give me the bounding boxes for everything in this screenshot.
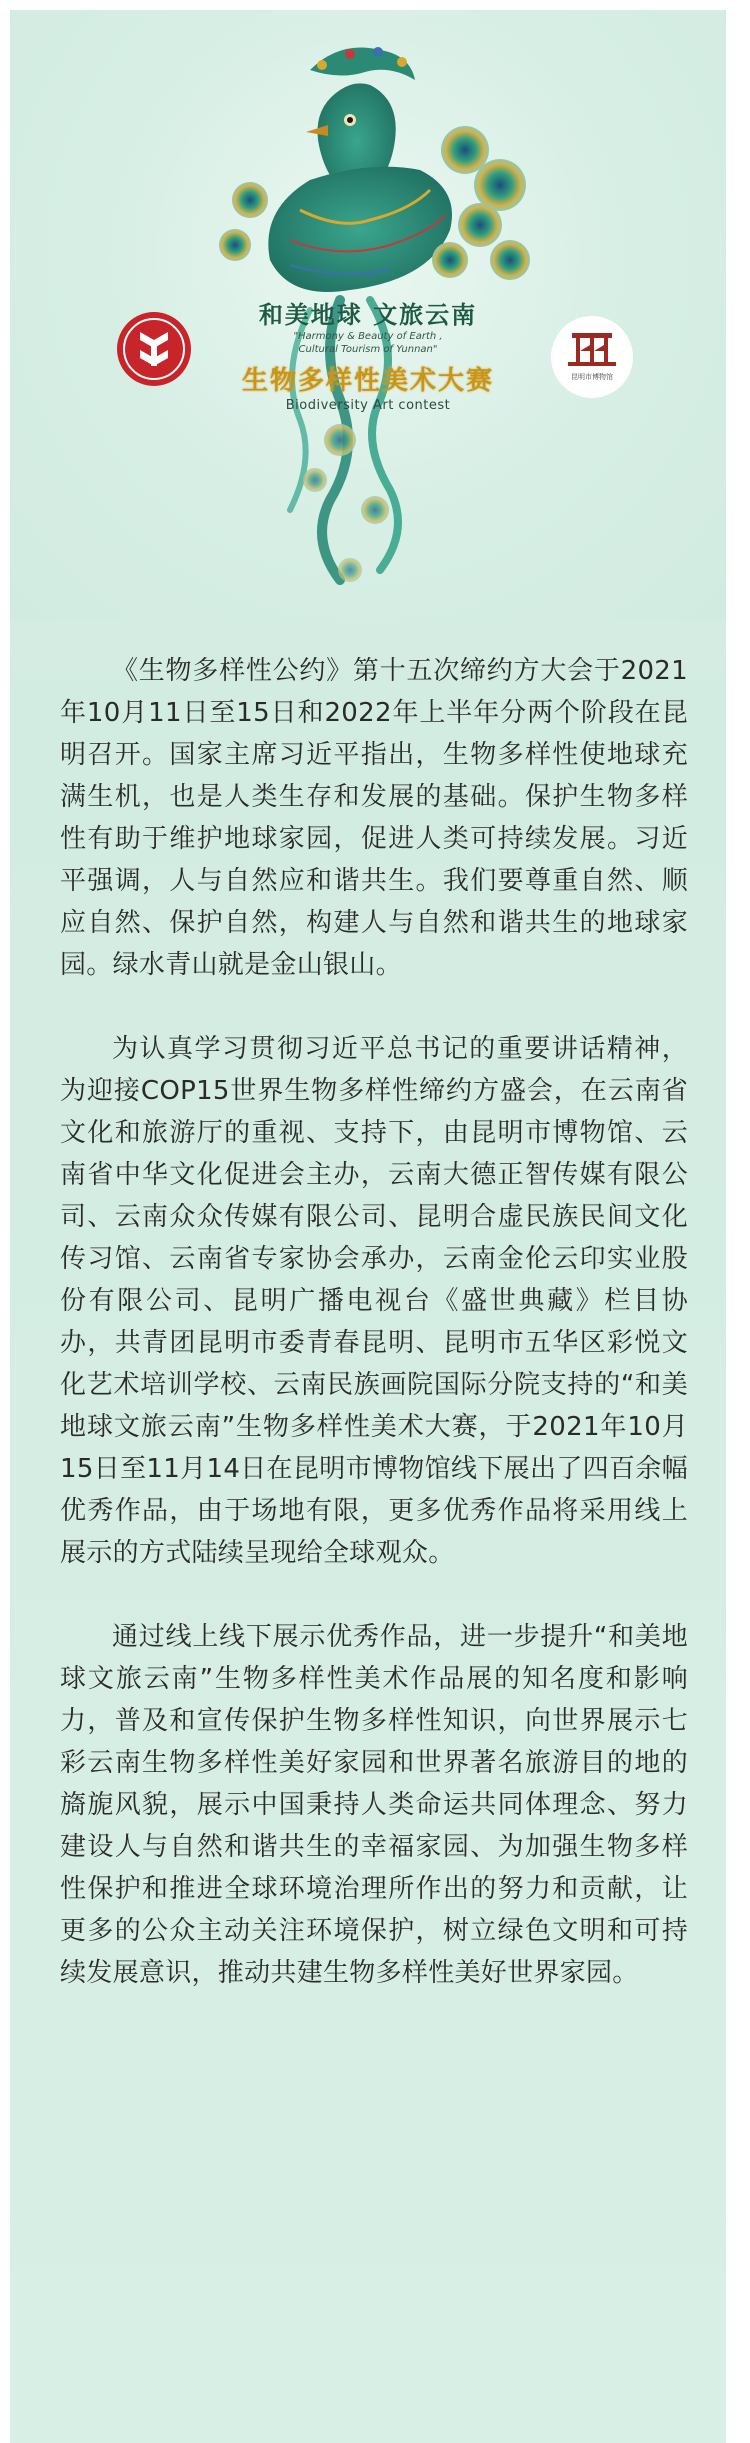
poster-contest-title: 生物多样性美术大赛 (241, 366, 494, 396)
content-panel (10, 10, 726, 2443)
poster-banner (10, 10, 726, 620)
poster-title-main: 和美地球 文旅云南 (258, 301, 478, 329)
article-paragraph: 为认真学习贯彻习近平总书记的重要讲话精神，为迎接COP15世界生物多样性缔约方盛会，在云南省文化和旅游厅的重视、支持下，由昆明市博物馆、云南省中华文化促进会主办，云南大德正智传媒有限公司、云南众众传媒有限公司、昆明合虚民族民间文化传习馆、云南省专家协会承办，云南金伦云印实业股份有限公司、昆明广播电视台《盛世典藏》栏目协办，共青团昆明市委青春昆明、昆明市五华区彩悦文化艺术培训学校、云南民族画院国际分院支持的“和美地球文旅云南”生物多样性美术大赛，于2021年10月15日至11月14日在昆明市博物馆线下展出了四百余幅优秀作品，由于场地有限，更多优秀作品将采用线上展示的方式陆续呈现给全球观众。 (60, 1034, 688, 1568)
article-body (60, 650, 688, 1994)
article-paragraph: 通过线上线下展示优秀作品，进一步提升“和美地球文旅云南”生物多样性美术作品展的知名度和影响力，普及和宣传保护生物多样性知识，向世界展示七彩云南生物多样性美好家园和世界著名旅游目的地的旖旎风貌，展示中国秉持人类命运共同体理念、努力建设人与自然和谐共生的幸福家园、为加强生物多样性保护和推进全球环境治理所作出的努力和贡献，让更多的公众主动关注环境保护，树立绿色文明和可持续发展意识，推动共建生物多样性美好世界家园。 (60, 1622, 688, 1988)
peacock-body (268, 167, 452, 292)
museum-logo-text: 昆明市博物馆 (571, 373, 613, 381)
poster-title-sub (10, 330, 726, 356)
page-margin (726, 0, 750, 2443)
poster-english-title: Biodiversity Art contest (285, 398, 451, 413)
poster-subtitle-line1: "Harmony & Beauty of Earth , (293, 331, 443, 342)
peacock-crest (310, 47, 415, 80)
article-paragraph: 《生物多样性公约》第十五次缔约方大会于2021年10月11日至15日和2022年上半年分两个阶段在昆明召开。国家主席习近平指出，生物多样性使地球充满生机，也是人类生存和发展的基础。保护生物多样性有助于维护地球家园，促进人类可持续发展。习近平强调，人与自然应和谐共生。我们要尊重自然、顺应自然、保护自然，构建人与自然和谐共生的地球家园。绿水青山就是金山银山。 (60, 656, 688, 980)
poster-subtitle-line2: Cultural Tourism of Yunnan" (298, 344, 438, 355)
